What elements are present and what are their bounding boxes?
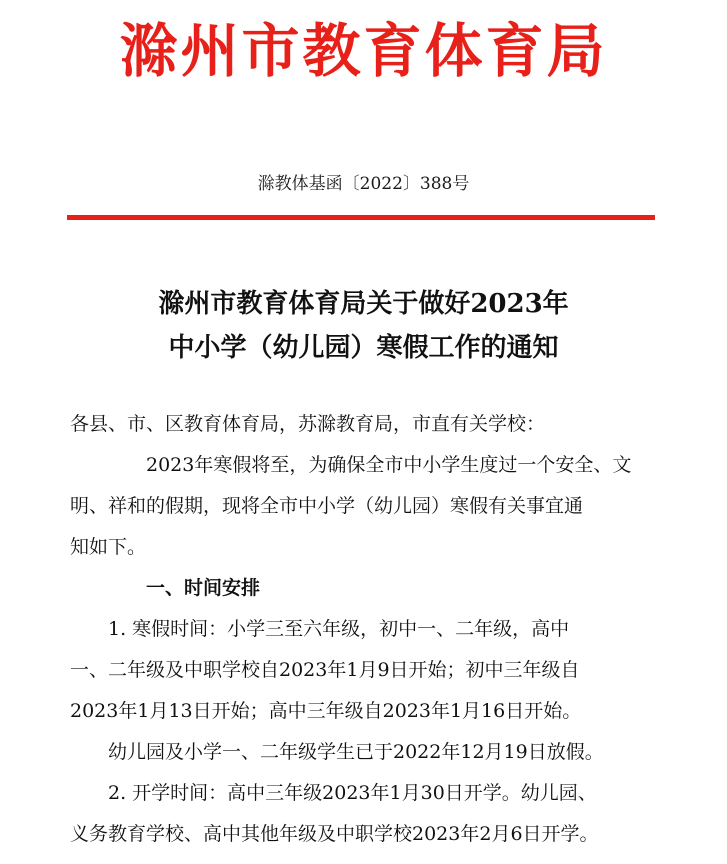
salutation-text: 各县、市、区教育体育局，苏滁教育局，市直有关学校： (70, 413, 546, 435)
intro-paragraph (70, 445, 660, 568)
section-heading-text: 一、时间安排 (146, 577, 261, 599)
document-body (70, 404, 660, 855)
item-1-note-paragraph (70, 732, 660, 773)
item-1-note: 幼儿园及小学一、二年级学生已于2022年12月19日放假。 (108, 741, 604, 763)
document-number: 滁教体基函〔2022〕388号 (257, 174, 470, 194)
item-1-line-1: 1. 寒假时间：小学三至六年级，初中一、二年级，高中 (108, 618, 570, 640)
salutation (70, 404, 660, 445)
document-title-line-1: 滁州市教育体育局关于做好2023年 (158, 289, 569, 319)
intro-line-2: 明、祥和的假期，现将全市中小学（幼儿园）寒假有关事宜通 (70, 495, 584, 517)
agency-header: 滁州市教育体育局 (119, 17, 608, 85)
item-2-line-2: 义务教育学校、高中其他年级及中职学校2023年2月6日开学。 (70, 823, 599, 845)
item-1-paragraph (70, 609, 660, 732)
intro-line-3: 知如下。 (70, 536, 147, 558)
red-divider-line (67, 215, 655, 220)
document-title (0, 282, 727, 370)
item-1-line-2: 一、二年级及中职学校自2023年1月9日开始；初中三年级自 (70, 659, 580, 681)
item-2-line-1: 2. 开学时间：高中三年级2023年1月30日开学。幼儿园、 (108, 782, 597, 804)
section-heading-time-arrangement (70, 568, 660, 609)
item-2-paragraph (70, 773, 660, 855)
intro-line-1: 2023年寒假将至，为确保全市中小学生度过一个安全、文 (146, 454, 632, 476)
document-title-line-2: 中小学（幼儿园）寒假工作的通知 (168, 333, 559, 363)
item-1-line-3: 2023年1月13日开始；高中三年级自2023年1月16日开始。 (70, 700, 582, 722)
